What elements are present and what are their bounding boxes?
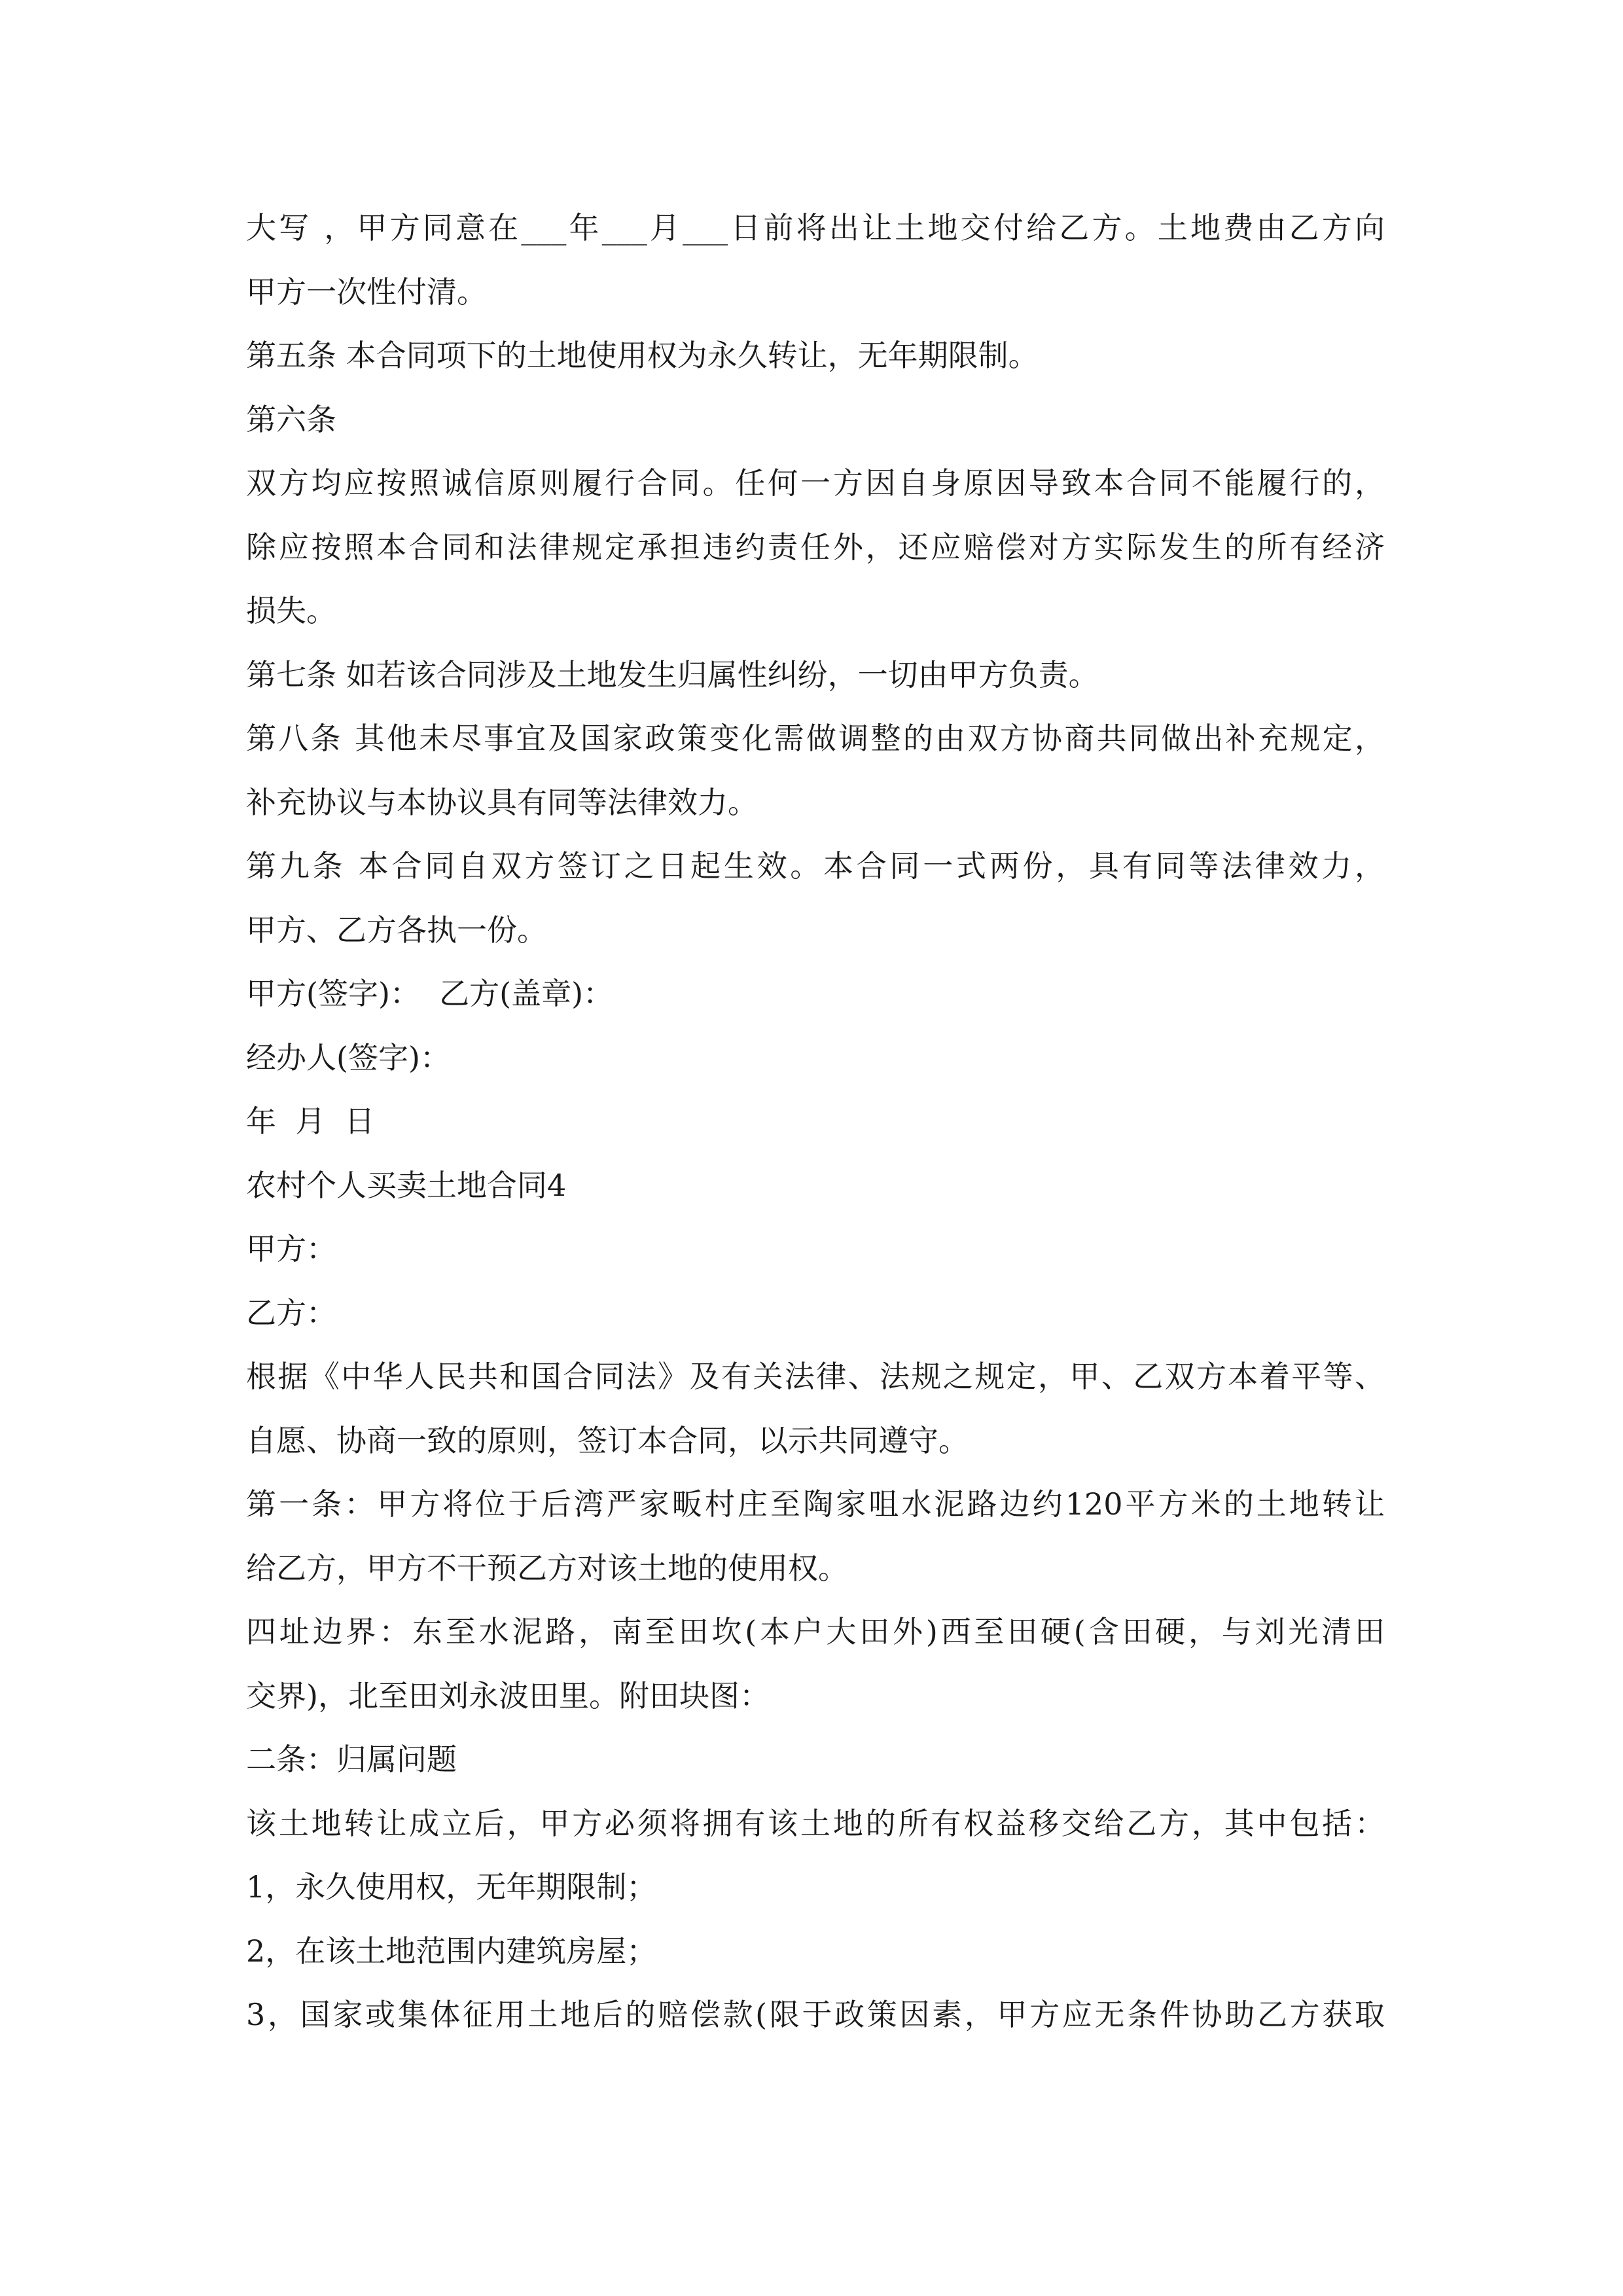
text-line: 二条：归属问题 — [246, 1742, 457, 1777]
text-line: 损失。 — [246, 593, 336, 628]
text-line: 双方均应按照诚信原则履行合同。任何一方因自身原因导致本合同不能履行的， — [246, 465, 1385, 501]
text-line: 自愿、协商一致的原则，签订本合同，以示共同遵守。 — [246, 1422, 969, 1458]
section-title: 农村个人买卖土地合同4 — [246, 1167, 567, 1203]
text-line: 除应按照本合同和法律规定承担违约责任外，还应赔偿对方实际发生的所有经济 — [246, 529, 1385, 565]
text-line: 交界)，北至田刘永波田里。附田块图： — [246, 1677, 770, 1713]
date-line: 年 月 日 — [246, 1103, 375, 1139]
list-item: 1，永久使用权，无年期限制； — [246, 1869, 657, 1905]
text-line: 第七条 如若该合同涉及土地发生归属性纠纷，一切由甲方负责。 — [246, 656, 1099, 692]
document-body — [246, 196, 1385, 2047]
text-line: 该土地转让成立后，甲方必须将拥有该土地的所有权益移交给乙方，其中包括： — [246, 1805, 1385, 1841]
signature-line: 甲方(签字)： 乙方(盖章)： — [246, 976, 614, 1011]
text-line: 大写 ，甲方同意在___年___月___日前将出让土地交付给乙方。土地费由乙方向 — [246, 210, 1385, 245]
text-line: 补充协议与本协议具有同等法律效力。 — [246, 784, 758, 820]
text-line: 第五条 本合同项下的土地使用权为永久转让，无年期限制。 — [246, 338, 1039, 373]
text-line: 甲方一次性付清。 — [246, 274, 487, 310]
party-a-line: 甲方： — [246, 1231, 336, 1266]
text-line: 第六条 — [246, 401, 336, 437]
list-item: 3，国家或集体征用土地后的赔偿款(限于政策因素，甲方应无条件协助乙方获取 — [246, 1997, 1385, 2032]
text-line: 四址边界：东至水泥路，南至田坎(本户大田外)西至田硬(含田硬，与刘光清田 — [246, 1614, 1385, 1649]
list-item: 2，在该土地范围内建筑房屋； — [246, 1933, 657, 1969]
agent-signature-line: 经办人(签字)： — [246, 1039, 450, 1075]
text-line: 根据《中华人民共和国合同法》及有关法律、法规之规定，甲、乙双方本着平等、 — [246, 1359, 1385, 1394]
text-line: 第八条 其他未尽事宜及国家政策变化需做调整的由双方协商共同做出补充规定， — [246, 721, 1385, 756]
text-line: 甲方、乙方各执一份。 — [246, 912, 547, 948]
text-line: 第九条 本合同自双方签订之日起生效。本合同一式两份，具有同等法律效力， — [246, 848, 1385, 884]
text-line: 第一条：甲方将位于后湾严家畈村庄至陶家咀水泥路边约120平方米的土地转让 — [246, 1486, 1385, 1522]
party-b-line: 乙方： — [246, 1295, 336, 1331]
text-line: 给乙方，甲方不干预乙方对该土地的使用权。 — [246, 1550, 848, 1586]
